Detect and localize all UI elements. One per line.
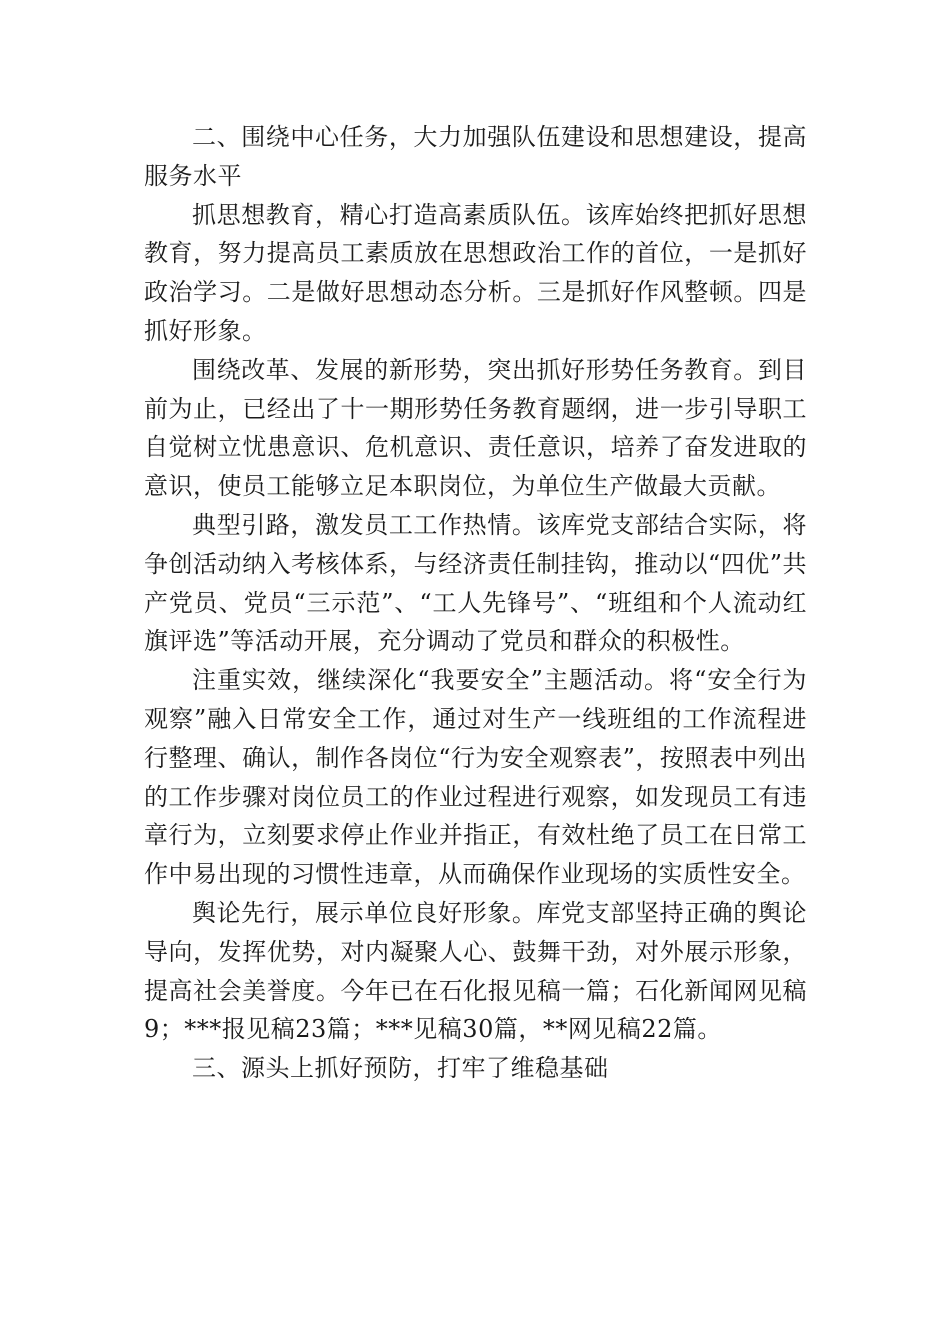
- document-body: [144, 118, 807, 1088]
- paragraph-role-models: 典型引路，激发员工工作热情。该库党支部结合实际，将争创活动纳入考核体系，与经济责任制挂钩，推动以“四优”共产党员、党员“三示范”、“工人先锋号”、“班组和个人流动红旗评选”等活动开展，充分调动了党员和群众的积极性。: [144, 510, 807, 656]
- paragraph-situation-education: 围绕改革、发展的新形势，突出抓好形势任务教育。到目前为止，已经出了十一期形势任务教育题纲，进一步引导职工自觉树立忧患意识、危机意识、责任意识，培养了奋发进取的意识，使员工能够立足本职岗位，为单位生产做最大贡献。: [144, 355, 807, 501]
- paragraph-public-opinion: 舆论先行，展示单位良好形象。库党支部坚持正确的舆论导向，发挥优势，对内凝聚人心、鼓舞干劲，对外展示形象，提高社会美誉度。今年已在石化报见稿一篇；石化新闻网见稿9；***报见稿23篇；***见稿30篇，**网见稿22篇。: [144, 898, 807, 1044]
- paragraph-safety-activity: 注重实效，继续深化“我要安全”主题活动。将“安全行为观察”融入日常安全工作，通过对生产一线班组的工作流程进行整理、确认，制作各岗位“行为安全观察表”，按照表中列出的工作步骤对岗位员工的作业过程进行观察，如发现员工有违章行为，立刻要求停止作业并指正，有效杜绝了员工在日常工作中易出现的习惯性违章，从而确保作业现场的实质性安全。: [144, 666, 807, 889]
- section-heading-two: 二、围绕中心任务，大力加强队伍建设和思想建设，提高服务水平: [144, 123, 807, 190]
- section-heading-three: 三、源头上抓好预防，打牢了维稳基础: [192, 1054, 609, 1083]
- paragraph-ideological-education: 抓思想教育，精心打造高素质队伍。该库始终把抓好思想教育，努力提高员工素质放在思想政治工作的首位，一是抓好政治学习。二是做好思想动态分析。三是抓好作风整顿。四是抓好形象。: [144, 200, 807, 345]
